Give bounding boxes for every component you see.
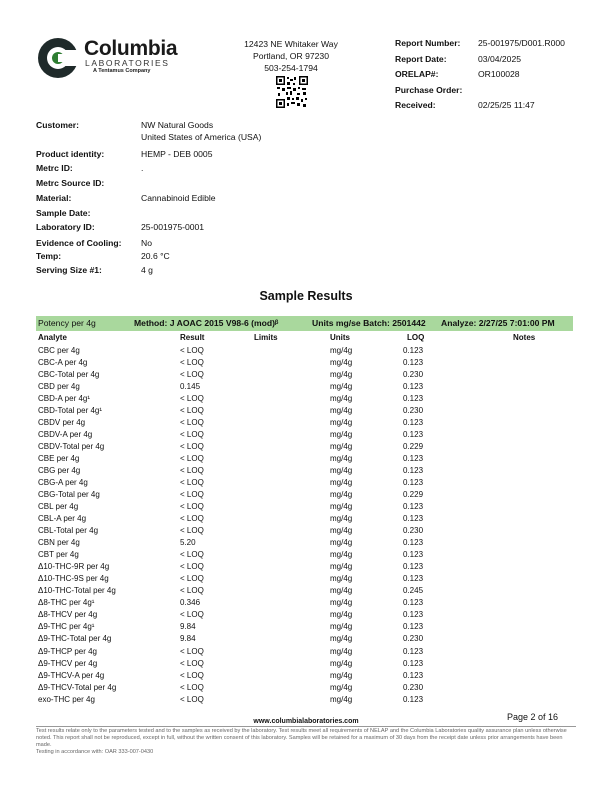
columbia-c-logo-icon bbox=[36, 36, 80, 80]
table-header bbox=[36, 333, 573, 345]
table-row bbox=[36, 610, 573, 622]
metrc-source-label: Metrc Source ID: bbox=[36, 178, 105, 188]
header-result: Result bbox=[180, 333, 205, 342]
report-date: 03/04/2025 bbox=[478, 53, 522, 64]
analyte-cell: CBDV-Total per 4g bbox=[38, 442, 105, 452]
result-cell: < LOQ bbox=[180, 478, 204, 488]
potency-label: Potency per 4g bbox=[38, 318, 96, 328]
loq-cell: 0.123 bbox=[403, 574, 424, 584]
loq-cell: 0.123 bbox=[403, 454, 424, 464]
report-number-label: Report Number: bbox=[395, 38, 461, 48]
units-cell: mg/4g bbox=[330, 550, 353, 560]
result-cell: < LOQ bbox=[180, 694, 204, 704]
analyte-cell: Δ10-THC-Total per 4g bbox=[38, 586, 116, 596]
units-cell: mg/4g bbox=[330, 478, 353, 488]
analyte-cell: Δ8-THC per 4g¹ bbox=[38, 598, 95, 608]
result-cell: < LOQ bbox=[180, 454, 204, 464]
result-cell: 9.84 bbox=[180, 622, 196, 632]
purchase-order-label: Purchase Order: bbox=[395, 84, 463, 95]
result-cell: < LOQ bbox=[180, 358, 204, 368]
header-loq: LOQ bbox=[407, 333, 425, 342]
received-date: 02/25/25 11:47 bbox=[478, 100, 535, 110]
loq-cell: 0.123 bbox=[403, 658, 424, 668]
product-identity: HEMP - DEB 0005 bbox=[141, 149, 213, 159]
result-cell: 5.20 bbox=[180, 538, 196, 548]
units-cell: mg/4g bbox=[330, 598, 353, 608]
result-cell: < LOQ bbox=[180, 574, 204, 584]
units-cell: mg/4g bbox=[330, 682, 353, 692]
loq-cell: 0.123 bbox=[403, 358, 424, 368]
analyte-cell: CBC-Total per 4g bbox=[38, 370, 100, 380]
loq-cell: 0.123 bbox=[403, 562, 424, 572]
table-row bbox=[36, 466, 573, 478]
analyte-cell: Δ9-THCP per 4g bbox=[38, 646, 97, 656]
units-cell: mg/4g bbox=[330, 610, 353, 620]
orelap-label: ORELAP#: bbox=[395, 69, 439, 79]
result-cell: < LOQ bbox=[180, 514, 204, 524]
received-label: Received: bbox=[395, 100, 436, 110]
header-units: Units bbox=[330, 333, 350, 342]
table-row bbox=[36, 683, 573, 695]
analyte-cell: CBDV per 4g bbox=[38, 418, 86, 428]
lab-id-label: Laboratory ID: bbox=[36, 222, 95, 232]
analyte-cell: CBT per 4g bbox=[38, 550, 79, 560]
analyte-cell: Δ9-THCV per 4g bbox=[38, 658, 98, 668]
testing-accordance: Testing in accordance with: OAR 333-007-0430 bbox=[36, 749, 154, 755]
customer-name: NW Natural Goods bbox=[141, 120, 214, 130]
result-cell: < LOQ bbox=[180, 646, 204, 656]
units-cell: mg/4g bbox=[330, 370, 353, 380]
loq-cell: 0.229 bbox=[403, 490, 424, 500]
table-row bbox=[36, 574, 573, 586]
analyte-cell: CBD per 4g bbox=[38, 382, 80, 392]
table-row bbox=[36, 346, 573, 358]
table-row bbox=[36, 370, 573, 382]
report-number: 25-001975/D001.R000 bbox=[478, 38, 565, 48]
units-cell: mg/4g bbox=[330, 454, 353, 464]
table-row bbox=[36, 659, 573, 671]
table-row bbox=[36, 430, 573, 442]
result-cell: < LOQ bbox=[180, 406, 204, 416]
qr-code-icon bbox=[276, 76, 308, 108]
table-row bbox=[36, 622, 573, 634]
units-cell: mg/4g bbox=[330, 442, 353, 452]
table-row bbox=[36, 394, 573, 406]
header-notes: Notes bbox=[513, 333, 536, 342]
units-cell: mg/4g bbox=[330, 670, 353, 680]
units-cell: mg/4g bbox=[330, 346, 353, 355]
lab-subtitle: LABORATORIES bbox=[85, 58, 170, 68]
analyte-cell: Δ9-THCV-A per 4g bbox=[38, 670, 105, 680]
analyte-cell: CBD-A per 4g¹ bbox=[38, 394, 91, 404]
section-title: Sample Results bbox=[259, 289, 353, 303]
loq-cell: 0.230 bbox=[403, 370, 424, 380]
cooling-evidence: No bbox=[141, 238, 152, 248]
units-cell: mg/4g bbox=[330, 382, 353, 392]
result-cell: 0.145 bbox=[180, 382, 201, 392]
table-row bbox=[36, 647, 573, 659]
analyte-cell: exo-THC per 4g bbox=[38, 694, 95, 704]
result-cell: 9.84 bbox=[180, 634, 196, 644]
loq-cell: 0.230 bbox=[403, 682, 424, 692]
result-cell: < LOQ bbox=[180, 466, 204, 476]
loq-cell: 0.123 bbox=[403, 502, 424, 512]
units-cell: mg/4g bbox=[330, 466, 353, 476]
orelap-number: OR100028 bbox=[478, 69, 520, 79]
units-cell: mg/4g bbox=[330, 562, 353, 572]
address-line2: Portland, OR 97230 bbox=[253, 51, 329, 61]
loq-cell: 0.230 bbox=[403, 526, 424, 536]
loq-cell: 0.123 bbox=[403, 694, 424, 704]
analyte-cell: CBC per 4g bbox=[38, 346, 80, 355]
lab-website[interactable]: www.columbialaboratories.com bbox=[253, 718, 359, 725]
analyte-cell: CBG-A per 4g bbox=[38, 478, 88, 488]
units-cell: mg/4g bbox=[330, 622, 353, 632]
result-cell: < LOQ bbox=[180, 430, 204, 440]
units-batch-label: Units mg/se Batch: 2501442 bbox=[312, 318, 426, 328]
result-cell: < LOQ bbox=[180, 562, 204, 572]
loq-cell: 0.123 bbox=[403, 622, 424, 632]
units-cell: mg/4g bbox=[330, 406, 353, 416]
analyte-cell: CBL-A per 4g bbox=[38, 514, 87, 524]
result-cell: < LOQ bbox=[180, 394, 204, 404]
table-row bbox=[36, 538, 573, 550]
lab-address bbox=[226, 38, 356, 74]
table-row bbox=[36, 695, 573, 707]
footer-divider bbox=[36, 726, 576, 727]
analyte-cell: CBD-Total per 4g¹ bbox=[38, 406, 103, 416]
analyte-cell: CBL-Total per 4g bbox=[38, 526, 99, 536]
serving-size-label: Serving Size #1: bbox=[36, 265, 102, 275]
analyte-cell: CBG per 4g bbox=[38, 466, 81, 476]
loq-cell: 0.123 bbox=[403, 394, 424, 404]
report-date-label: Report Date: bbox=[395, 53, 447, 64]
result-cell: < LOQ bbox=[180, 490, 204, 500]
table-row bbox=[36, 634, 573, 646]
loq-cell: 0.123 bbox=[403, 550, 424, 560]
units-cell: mg/4g bbox=[330, 490, 353, 500]
result-cell: < LOQ bbox=[180, 526, 204, 536]
analyte-cell: CBC-A per 4g bbox=[38, 358, 88, 368]
table-row bbox=[36, 514, 573, 526]
units-cell: mg/4g bbox=[330, 574, 353, 584]
result-cell: < LOQ bbox=[180, 442, 204, 452]
temp-label: Temp: bbox=[36, 251, 62, 261]
table-row bbox=[36, 358, 573, 370]
sample-date-label: Sample Date: bbox=[36, 208, 91, 218]
table-row bbox=[36, 490, 573, 502]
loq-cell: 0.123 bbox=[403, 418, 424, 428]
loq-cell: 0.123 bbox=[403, 430, 424, 440]
loq-cell: 0.229 bbox=[403, 442, 424, 452]
loq-cell: 0.123 bbox=[403, 646, 424, 656]
analyte-cell: Δ9-THC per 4g¹ bbox=[38, 622, 95, 632]
loq-cell: 0.123 bbox=[403, 346, 424, 355]
units-cell: mg/4g bbox=[330, 358, 353, 368]
units-cell: mg/4g bbox=[330, 658, 353, 668]
result-cell: < LOQ bbox=[180, 346, 204, 355]
loq-cell: 0.123 bbox=[403, 466, 424, 476]
table-row bbox=[36, 671, 573, 683]
analyte-cell: CBG-Total per 4g bbox=[38, 490, 100, 500]
analyte-cell: Δ8-THCV per 4g bbox=[38, 610, 98, 620]
units-cell: mg/4g bbox=[330, 502, 353, 512]
units-cell: mg/4g bbox=[330, 526, 353, 536]
lab-name: Columbia bbox=[84, 37, 178, 60]
units-cell: mg/4g bbox=[330, 394, 353, 404]
table-row bbox=[36, 454, 573, 466]
method-bar bbox=[36, 316, 573, 331]
loq-cell: 0.123 bbox=[403, 670, 424, 680]
units-cell: mg/4g bbox=[330, 430, 353, 440]
result-cell: < LOQ bbox=[180, 682, 204, 692]
units-cell: mg/4g bbox=[330, 646, 353, 656]
loq-cell: 0.123 bbox=[403, 598, 424, 608]
units-cell: mg/4g bbox=[330, 418, 353, 428]
lab-logo bbox=[36, 36, 186, 82]
table-row bbox=[36, 502, 573, 514]
product-label: Product identity: bbox=[36, 149, 105, 159]
units-cell: mg/4g bbox=[330, 634, 353, 644]
analyte-cell: Δ10-THC-9R per 4g bbox=[38, 562, 110, 572]
loq-cell: 0.123 bbox=[403, 610, 424, 620]
header-analyte: Analyte bbox=[38, 333, 67, 342]
analyte-cell: CBDV-A per 4g bbox=[38, 430, 93, 440]
analyze-label: Analyze: 2/27/25 7:01:00 PM bbox=[441, 318, 555, 328]
customer-country: United States of America (USA) bbox=[141, 132, 262, 142]
material: Cannabinoid Edible bbox=[141, 193, 216, 203]
units-cell: mg/4g bbox=[330, 586, 353, 596]
loq-cell: 0.123 bbox=[403, 382, 424, 392]
result-cell: 0.346 bbox=[180, 598, 201, 608]
page-number: Page 2 of 16 bbox=[507, 712, 559, 722]
lab-phone: 503-254-1794 bbox=[264, 63, 318, 73]
table-row bbox=[36, 586, 573, 598]
serving-size: 4 g bbox=[141, 265, 153, 275]
result-cell: < LOQ bbox=[180, 502, 204, 512]
disclaimer: Test results relate only to the parameters tested and to the samples as received by the laboratory. Test results meet all requirements of NELAP and the Columbia Laboratories quality assurance plan unless otherwise noted. This report shall not be reproduced, except in full, without the written consent of this laboratory. Samples will be retained for a maximum of 30 days from the receipt date unless prior arrangements have been made. bbox=[36, 728, 567, 748]
metrc-id: . bbox=[141, 163, 144, 173]
address-line1: 12423 NE Whitaker Way bbox=[244, 39, 338, 49]
loq-cell: 0.123 bbox=[403, 538, 424, 548]
table-row bbox=[36, 382, 573, 394]
table-row bbox=[36, 478, 573, 490]
method-label: Method: J AOAC 2015 V98-6 (mod)ᵝ bbox=[134, 318, 279, 328]
lab-tagline: A Tentamus Company bbox=[93, 68, 151, 74]
units-cell: mg/4g bbox=[330, 694, 353, 704]
loq-cell: 0.123 bbox=[403, 478, 424, 488]
analyte-cell: CBN per 4g bbox=[38, 538, 80, 548]
lab-id: 25-001975-0001 bbox=[141, 222, 205, 232]
analyte-cell: CBL per 4g bbox=[38, 502, 79, 512]
analyte-cell: Δ10-THC-9S per 4g bbox=[38, 574, 109, 584]
result-cell: < LOQ bbox=[180, 550, 204, 560]
analyte-cell: CBE per 4g bbox=[38, 454, 80, 464]
cooling-label: Evidence of Cooling: bbox=[36, 238, 122, 248]
result-cell: < LOQ bbox=[180, 610, 204, 620]
analyte-cell: Δ9-THCV-Total per 4g bbox=[38, 682, 117, 692]
table-row bbox=[36, 406, 573, 418]
table-row bbox=[36, 550, 573, 562]
result-cell: < LOQ bbox=[180, 670, 204, 680]
loq-cell: 0.245 bbox=[403, 586, 424, 596]
result-cell: < LOQ bbox=[180, 658, 204, 668]
loq-cell: 0.230 bbox=[403, 634, 424, 644]
table-row bbox=[36, 526, 573, 538]
result-cell: < LOQ bbox=[180, 586, 204, 596]
analyte-cell: Δ9-THC-Total per 4g bbox=[38, 634, 112, 644]
units-cell: mg/4g bbox=[330, 538, 353, 548]
units-cell: mg/4g bbox=[330, 514, 353, 524]
loq-cell: 0.123 bbox=[403, 514, 424, 524]
table-row bbox=[36, 442, 573, 454]
material-label: Material: bbox=[36, 193, 72, 203]
customer-label: Customer: bbox=[36, 120, 79, 130]
loq-cell: 0.230 bbox=[403, 406, 424, 416]
result-cell: < LOQ bbox=[180, 370, 204, 380]
table-row bbox=[36, 598, 573, 610]
table-row bbox=[36, 418, 573, 430]
metrc-id-label: Metrc ID: bbox=[36, 163, 73, 173]
header-limits: Limits bbox=[254, 333, 278, 342]
result-cell: < LOQ bbox=[180, 418, 204, 428]
temperature: 20.6 °C bbox=[141, 251, 170, 261]
table-row bbox=[36, 562, 573, 574]
